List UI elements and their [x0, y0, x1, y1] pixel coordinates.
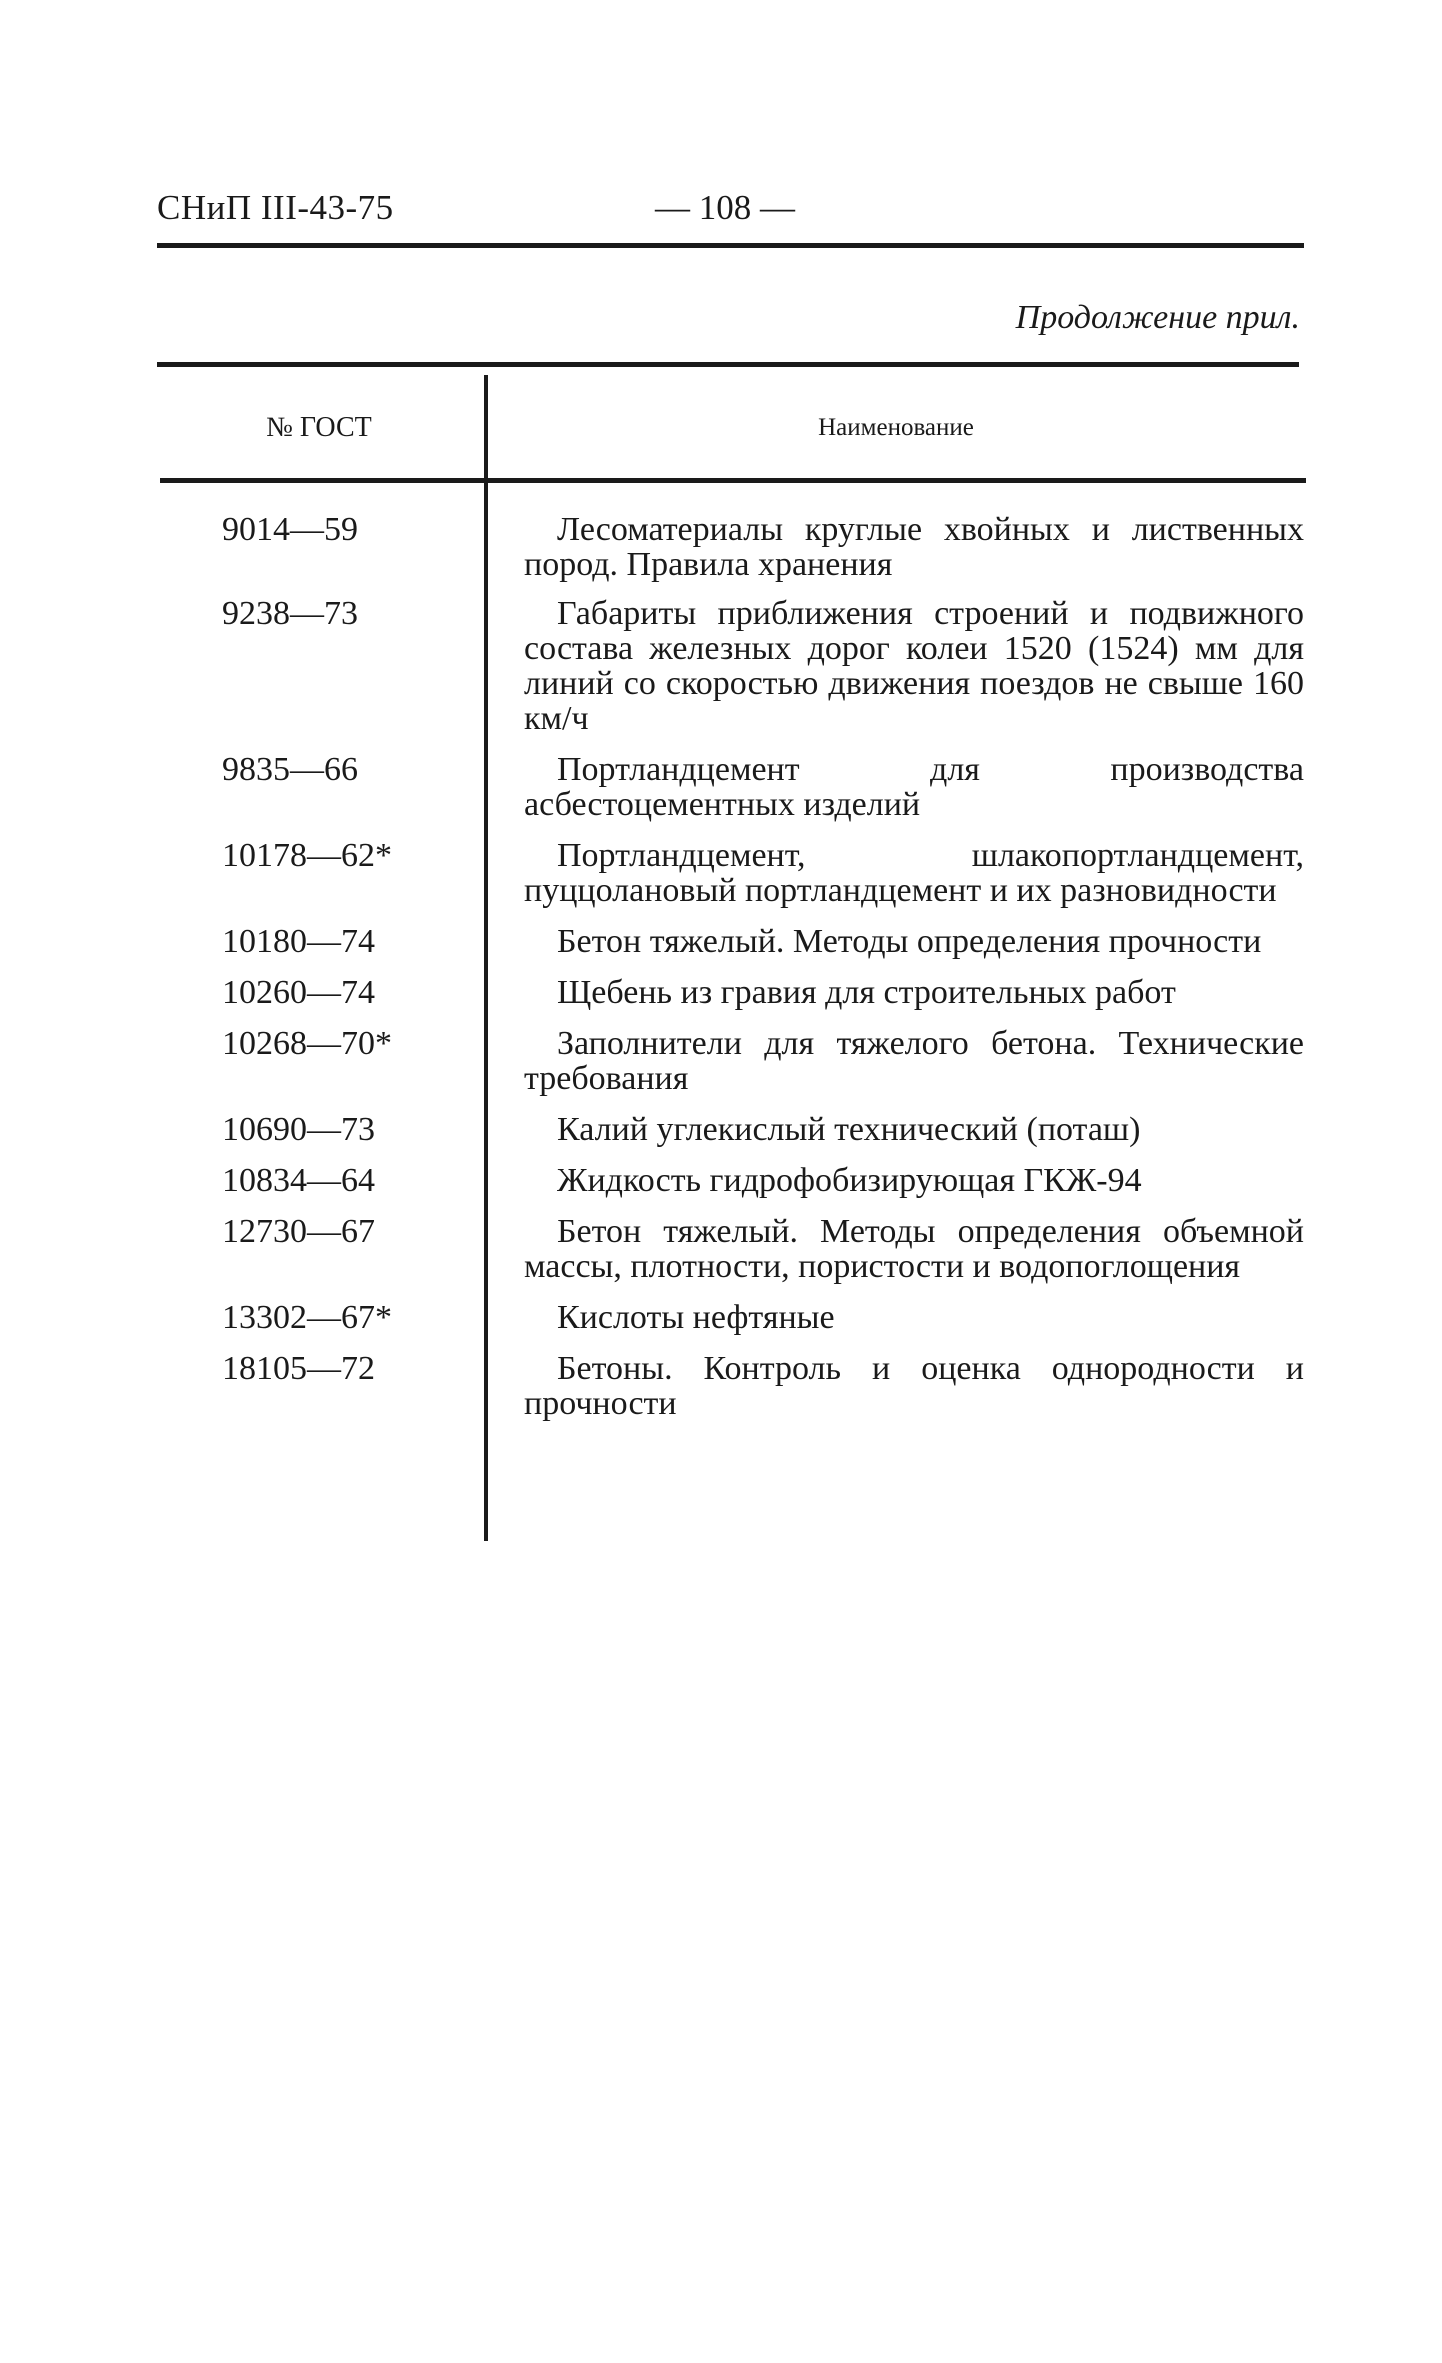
gost-number: 18105—72: [222, 1350, 375, 1387]
table-row: [0, 1214, 1442, 1284]
gost-number: 10834—64: [222, 1162, 375, 1199]
table-row: [0, 1351, 1442, 1421]
table-row: [0, 1300, 1442, 1335]
standard-name: Лесоматериалы круглые хвойных и лиственных пород. Правила хранения: [524, 511, 1304, 583]
header-rule: [157, 243, 1304, 248]
column-header-gost: № ГОСТ: [266, 412, 372, 443]
continuation-note: Продолжение прил.: [1015, 299, 1300, 336]
table-header-rule: [160, 478, 1306, 483]
table-row: [0, 975, 1442, 1010]
table-row: [0, 1026, 1442, 1096]
gost-number: 9014—59: [222, 511, 358, 548]
standard-name: Бетоны. Контроль и оценка однородности и прочности: [524, 1350, 1304, 1422]
table-row: [0, 838, 1442, 908]
table-body: [0, 512, 1442, 1437]
standard-name: Кислоты нефтяные: [557, 1299, 835, 1336]
standard-name: Щебень из гравия для строительных работ: [557, 974, 1176, 1011]
standard-name: Калий углекислый технический (поташ): [557, 1111, 1141, 1148]
gost-number: 9238—73: [222, 595, 358, 632]
document-code: СНиП III-43-75: [157, 188, 394, 227]
table-row: [0, 924, 1442, 959]
gost-number: 10180—74: [222, 923, 375, 960]
standard-name: Бетон тяжелый. Методы определения объемной массы, плотности, пористости и водопоглощения: [524, 1213, 1304, 1285]
page-number: — 108 —: [655, 188, 795, 227]
gost-number: 10690—73: [222, 1111, 375, 1148]
standard-name: Бетон тяжелый. Методы определения прочности: [557, 923, 1262, 960]
standard-name: Жидкость гидрофобизирующая ГКЖ-94: [557, 1162, 1142, 1199]
gost-number: 10260—74: [222, 974, 375, 1011]
standard-name: Заполнители для тяжелого бетона. Технические требования: [524, 1025, 1304, 1097]
table-row: [0, 1112, 1442, 1147]
gost-number: 13302—67*: [222, 1299, 392, 1336]
gost-number: 10178—62*: [222, 837, 392, 874]
table-row: [0, 1163, 1442, 1198]
table-row: [0, 752, 1442, 822]
table-row: [0, 512, 1442, 582]
table-top-rule: [157, 362, 1299, 367]
standard-name: Портландцемент для производства асбестоцементных изделий: [524, 751, 1304, 823]
column-header-name: Наименование: [818, 414, 974, 441]
standard-name: Портландцемент, шлакопортландцемент, пуццолановый портландцемент и их разновидности: [524, 837, 1304, 909]
gost-number: 10268—70*: [222, 1025, 392, 1062]
table-row: [0, 596, 1442, 736]
standard-name: Габариты приближения строений и подвижного состава железных дорог колеи 1520 (1524) мм для линий со скоростью движения поездов не свыше 160 км/ч: [524, 595, 1304, 737]
gost-number: 9835—66: [222, 751, 358, 788]
gost-number: 12730—67: [222, 1213, 375, 1250]
